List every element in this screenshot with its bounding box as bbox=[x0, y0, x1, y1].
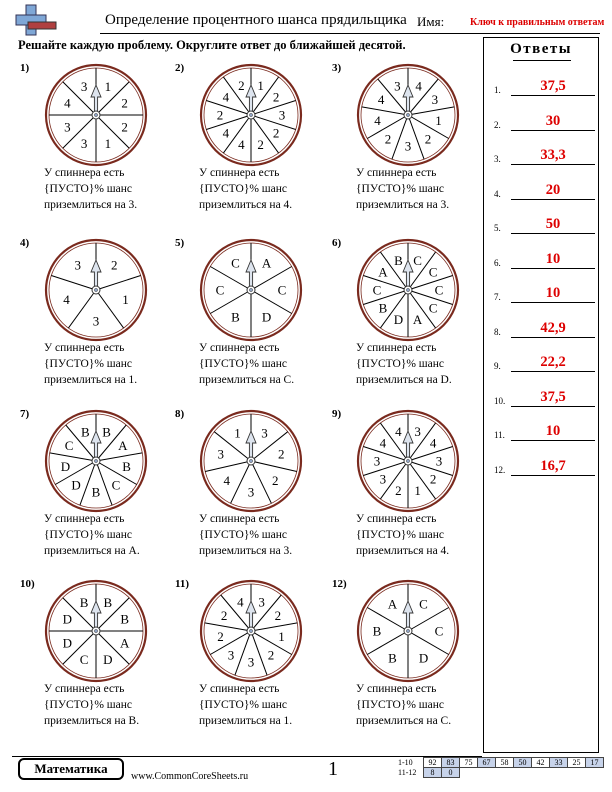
sector-label: B bbox=[103, 594, 113, 610]
sector-label: 2 bbox=[257, 137, 264, 153]
problem-number: 3) bbox=[332, 62, 342, 74]
sector-label: 3 bbox=[431, 91, 439, 107]
problem-text-line: приземлиться на C. bbox=[199, 374, 295, 386]
plus-logo-icon bbox=[12, 3, 58, 37]
sector-label: 3 bbox=[80, 136, 88, 152]
sector-label: 4 bbox=[395, 423, 402, 439]
footer-url: www.CommonCoreSheets.ru bbox=[131, 771, 249, 782]
problem-text bbox=[199, 340, 294, 388]
sector-label: B bbox=[378, 300, 388, 316]
sector-label: 4 bbox=[64, 95, 71, 111]
sector-label: 1 bbox=[234, 425, 241, 441]
problem-text-line: У спиннера есть bbox=[44, 342, 125, 354]
worksheet-title: Определение процентного шанса прядильщика bbox=[105, 12, 407, 28]
problem-text-line: приземлиться на 1. bbox=[199, 715, 293, 727]
answer-number: 9. bbox=[494, 361, 501, 371]
problem-text-line: {ПУСТО}% шанс bbox=[44, 699, 133, 711]
sector-label: B bbox=[394, 252, 403, 268]
sector-label: C bbox=[428, 300, 438, 316]
problem-text-line: {ПУСТО}% шанс bbox=[199, 529, 288, 541]
problem-number: 4) bbox=[20, 237, 30, 249]
problem-text-line: У спиннера есть bbox=[44, 683, 125, 695]
answer-number: 6. bbox=[494, 257, 501, 268]
problem-text-line: {ПУСТО}% шанс bbox=[356, 529, 445, 541]
sector-label: 1 bbox=[414, 483, 421, 499]
brand-badge: Математика bbox=[18, 758, 124, 780]
problem-text-line: приземлиться на 4. bbox=[199, 199, 293, 211]
score-cell: 67 bbox=[478, 758, 496, 768]
answer-value: 33,3 bbox=[511, 147, 595, 165]
problem-text bbox=[356, 511, 449, 559]
sector-label: 3 bbox=[92, 313, 100, 329]
sector-label: 4 bbox=[429, 435, 437, 451]
score-row bbox=[396, 758, 604, 768]
answer-number: 8. bbox=[494, 326, 501, 337]
problem-text-line: {ПУСТО}% шанс bbox=[356, 358, 445, 370]
score-cell: 83 bbox=[442, 758, 460, 768]
sector-label: C bbox=[79, 652, 89, 668]
score-table bbox=[396, 757, 604, 778]
answer-value: 16,7 bbox=[511, 458, 595, 476]
answer-number: 10. bbox=[494, 395, 506, 406]
score-cell: 8 bbox=[424, 768, 442, 778]
sector-label: B bbox=[79, 594, 89, 610]
problem-text-line: У спиннера есть bbox=[199, 342, 280, 354]
problem-text-line: приземлиться на 3. bbox=[44, 199, 138, 211]
sector-label: 4 bbox=[238, 137, 245, 153]
page-number: 1 bbox=[328, 758, 338, 780]
sector-label: 2 bbox=[216, 107, 224, 123]
score-cell: 92 bbox=[424, 758, 442, 768]
sector-label: 4 bbox=[415, 78, 422, 94]
sector-label: 4 bbox=[222, 89, 230, 105]
spinner-wheel bbox=[191, 230, 311, 350]
sector-label: A bbox=[387, 596, 398, 612]
answer-value: 10 bbox=[511, 251, 595, 269]
problem-number: 2) bbox=[175, 62, 185, 74]
sector-label: B bbox=[122, 458, 131, 474]
spinner-wheel bbox=[348, 571, 468, 691]
sector-label: D bbox=[418, 650, 429, 666]
sector-label: 2 bbox=[121, 95, 128, 111]
sector-label: C bbox=[277, 282, 287, 298]
sector-label: 2 bbox=[274, 607, 282, 623]
problem-text-line: У спиннера есть bbox=[44, 513, 125, 525]
problem-number: 1) bbox=[20, 62, 30, 74]
sector-label: 3 bbox=[379, 471, 387, 487]
problem-text-line: {ПУСТО}% шанс bbox=[356, 699, 445, 711]
problem-text-line: У спиннера есть bbox=[199, 683, 280, 695]
sector-label: 4 bbox=[374, 112, 381, 128]
sector-label: C bbox=[413, 252, 422, 268]
answer-number: 11. bbox=[494, 430, 505, 440]
sector-label: A bbox=[412, 312, 423, 328]
problem-text-line: У спиннера есть bbox=[356, 683, 437, 695]
score-cell: 33 bbox=[550, 758, 568, 768]
answer-value: 22,2 bbox=[511, 354, 595, 372]
sector-label: C bbox=[428, 264, 438, 280]
sector-label: D bbox=[393, 312, 404, 328]
score-cell: 42 bbox=[532, 758, 550, 768]
sector-label: 2 bbox=[267, 647, 275, 663]
spinner-wheel bbox=[36, 401, 156, 521]
sector-label: 1 bbox=[104, 136, 112, 152]
sector-label: B bbox=[120, 611, 129, 627]
problem-text bbox=[199, 165, 292, 213]
problem-text-line: {ПУСТО}% шанс bbox=[44, 358, 133, 370]
problem-text-line: приземлиться на C. bbox=[356, 715, 452, 727]
problem-text-line: У спиннера есть bbox=[199, 513, 280, 525]
problem-text-line: У спиннера есть bbox=[356, 342, 437, 354]
problem-text bbox=[44, 165, 137, 213]
problem-text-line: {ПУСТО}% шанс bbox=[199, 358, 288, 370]
sector-label: 2 bbox=[424, 131, 432, 147]
answer-value: 37,5 bbox=[511, 78, 595, 96]
spinner-wheel bbox=[191, 571, 311, 691]
sector-label: 3 bbox=[404, 138, 412, 154]
sector-label: C bbox=[231, 255, 240, 271]
sector-label: 4 bbox=[237, 594, 244, 610]
problem-text-line: У спиннера есть bbox=[356, 513, 437, 525]
sector-label: 2 bbox=[110, 257, 118, 273]
problem-text-line: {ПУСТО}% шанс bbox=[44, 183, 133, 195]
problem-number: 10) bbox=[20, 578, 35, 590]
sector-label: 3 bbox=[278, 107, 286, 123]
problem-text-line: приземлиться на A. bbox=[44, 545, 140, 557]
answer-number: 1. bbox=[494, 85, 501, 95]
score-row bbox=[396, 768, 604, 778]
answer-value: 42,9 bbox=[511, 320, 595, 338]
sector-label: 3 bbox=[217, 446, 225, 462]
problem-text bbox=[44, 511, 140, 559]
answer-number: 12. bbox=[494, 464, 506, 475]
sector-label: 3 bbox=[247, 484, 255, 500]
problem-text-line: {ПУСТО}% шанс bbox=[199, 699, 288, 711]
problem-text bbox=[199, 681, 292, 729]
problem-text-line: приземлиться на 1. bbox=[44, 374, 138, 386]
problem-text bbox=[44, 340, 137, 388]
score-cell: 75 bbox=[460, 758, 478, 768]
problem-number: 8) bbox=[175, 408, 185, 420]
answer-value: 20 bbox=[511, 182, 595, 200]
score-cell: 58 bbox=[496, 758, 514, 768]
sector-label: C bbox=[111, 477, 121, 493]
problem-text bbox=[356, 340, 452, 388]
spinner-wheel bbox=[348, 230, 468, 350]
score-cell: 50 bbox=[514, 758, 532, 768]
sector-label: 2 bbox=[272, 125, 280, 141]
sector-label: 4 bbox=[379, 435, 387, 451]
answer-value: 37,5 bbox=[511, 389, 595, 407]
sector-label: C bbox=[419, 596, 428, 612]
problem-number: 6) bbox=[332, 237, 342, 249]
problem-text-line: У спиннера есть bbox=[356, 167, 437, 179]
answer-value: 10 bbox=[511, 423, 595, 441]
problem-text-line: {ПУСТО}% шанс bbox=[356, 183, 445, 195]
problem-number: 11) bbox=[175, 578, 190, 590]
sector-label: 3 bbox=[74, 257, 82, 273]
sector-label: 2 bbox=[272, 472, 279, 488]
sector-label: 1 bbox=[257, 77, 264, 93]
sector-label: D bbox=[62, 611, 73, 627]
answers-title-underline bbox=[513, 60, 571, 61]
name-label: Имя: bbox=[417, 14, 445, 29]
sector-label: 3 bbox=[435, 453, 443, 469]
answer-number: 7. bbox=[494, 292, 501, 302]
sector-label: C bbox=[215, 282, 225, 298]
sector-label: C bbox=[64, 437, 74, 453]
problem-text bbox=[356, 165, 449, 213]
sector-label: 2 bbox=[277, 446, 285, 462]
sector-label: 3 bbox=[261, 425, 268, 441]
sector-label: 1 bbox=[435, 112, 442, 128]
sector-label: 4 bbox=[222, 125, 230, 141]
problem-number: 5) bbox=[175, 237, 185, 249]
answer-number: 4. bbox=[494, 188, 501, 199]
sector-label: C bbox=[372, 282, 382, 298]
score-cell: 0 bbox=[442, 768, 460, 778]
sector-label: D bbox=[103, 652, 113, 668]
sector-label: C bbox=[434, 623, 444, 639]
spinner-wheel bbox=[191, 401, 311, 521]
sector-label: B bbox=[388, 650, 397, 666]
problem-text bbox=[356, 681, 451, 729]
problem-text-line: {ПУСТО}% шанс bbox=[44, 529, 133, 541]
problem-number: 7) bbox=[20, 408, 30, 420]
sector-label: 4 bbox=[223, 472, 230, 488]
problem-text-line: приземлиться на 3. bbox=[199, 545, 293, 557]
sector-label: B bbox=[372, 623, 382, 639]
sector-label: 2 bbox=[395, 483, 402, 499]
answer-value: 50 bbox=[511, 216, 595, 234]
score-row-label: 11-12 bbox=[398, 768, 417, 777]
sector-label: 2 bbox=[429, 471, 437, 487]
sector-label: B bbox=[102, 424, 111, 440]
problem-text-line: приземлиться на B. bbox=[44, 715, 140, 727]
sector-label: D bbox=[261, 309, 272, 325]
answer-number: 5. bbox=[494, 223, 501, 233]
sector-label: 1 bbox=[122, 292, 129, 308]
sector-label: A bbox=[119, 635, 130, 651]
sector-label: 1 bbox=[278, 628, 285, 644]
problem-text-line: У спиннера есть bbox=[44, 167, 125, 179]
sector-label: B bbox=[231, 309, 240, 325]
score-cell: 17 bbox=[586, 758, 604, 768]
problem-number: 12) bbox=[332, 578, 347, 590]
answer-key-label: Ключ к правильным ответам bbox=[470, 17, 605, 28]
problem-text-line: {ПУСТО}% шанс bbox=[199, 183, 288, 195]
sector-label: C bbox=[434, 282, 444, 298]
problem-text-line: У спиннера есть bbox=[199, 167, 280, 179]
sector-label: B bbox=[81, 424, 90, 440]
spinner-wheel bbox=[191, 55, 311, 175]
answer-number: 2. bbox=[494, 119, 501, 130]
sector-label: 4 bbox=[377, 91, 385, 107]
problem-number: 9) bbox=[332, 408, 342, 420]
sector-label: 1 bbox=[104, 78, 112, 94]
sector-label: 3 bbox=[414, 423, 421, 439]
sector-label: 3 bbox=[80, 78, 88, 94]
score-cell: 25 bbox=[568, 758, 586, 768]
sector-label: 3 bbox=[258, 594, 265, 610]
answers-title: Ответы bbox=[510, 41, 572, 57]
sector-label: A bbox=[118, 437, 128, 453]
problem-text-line: приземлиться на 4. bbox=[356, 545, 450, 557]
score-row-label: 1-10 bbox=[398, 758, 413, 767]
spinner-wheel bbox=[36, 230, 156, 350]
sector-label: A bbox=[261, 255, 272, 271]
instructions: Решайте каждую проблему. Округлите ответ до ближайшей десятой. bbox=[18, 38, 406, 52]
sector-label: 2 bbox=[272, 89, 280, 105]
sector-label: 3 bbox=[64, 119, 71, 135]
sector-label: D bbox=[71, 477, 81, 493]
problem-text bbox=[44, 681, 139, 729]
spinner-wheel bbox=[348, 401, 468, 521]
spinner-wheel bbox=[348, 55, 468, 175]
sector-label: 3 bbox=[247, 654, 255, 670]
problem-text-line: приземлиться на D. bbox=[356, 374, 452, 386]
sector-label: 4 bbox=[63, 292, 70, 308]
sector-label: B bbox=[91, 484, 101, 500]
sector-label: 2 bbox=[121, 119, 128, 135]
spinner-wheel bbox=[36, 55, 156, 175]
problem-text bbox=[199, 511, 292, 559]
answer-value: 30 bbox=[511, 113, 595, 131]
sector-label: 2 bbox=[384, 131, 392, 147]
problem-text-line: приземлиться на 3. bbox=[356, 199, 450, 211]
sector-label: 3 bbox=[227, 647, 235, 663]
header-divider bbox=[100, 33, 600, 34]
sector-label: D bbox=[60, 458, 71, 474]
sector-label: 2 bbox=[220, 607, 228, 623]
sector-label: 3 bbox=[394, 78, 401, 94]
sector-label: 2 bbox=[217, 628, 224, 644]
sector-label: 3 bbox=[373, 453, 381, 469]
sector-label: A bbox=[378, 264, 388, 280]
answer-number: 3. bbox=[494, 154, 501, 164]
spinner-wheel bbox=[36, 571, 156, 691]
sector-label: 2 bbox=[238, 77, 245, 93]
sector-label: D bbox=[62, 635, 73, 651]
answer-value: 10 bbox=[511, 285, 595, 303]
